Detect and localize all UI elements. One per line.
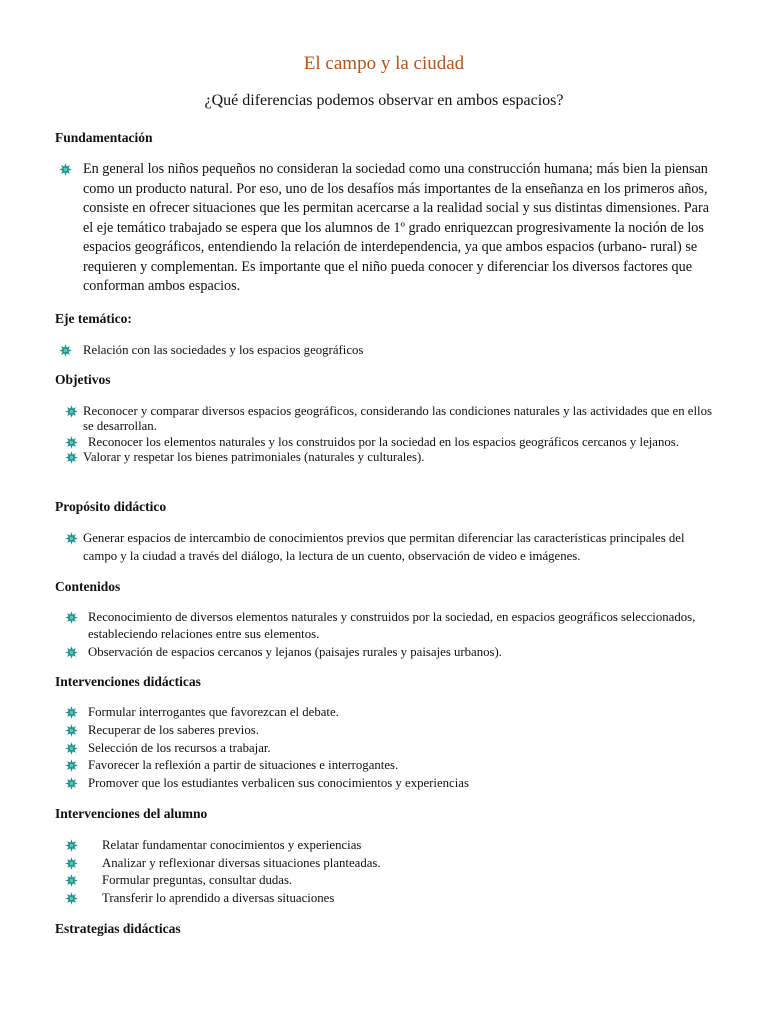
star-burst-bullet-icon: [65, 706, 78, 719]
star-burst-bullet-icon: [65, 839, 78, 852]
section-estrategias: [55, 920, 713, 938]
star-burst-bullet-icon: [65, 451, 78, 464]
list-intervenciones-alumno: [55, 837, 713, 907]
list-item: [55, 160, 713, 297]
list-objetivos: [55, 404, 713, 466]
star-burst-bullet-icon: [65, 724, 78, 737]
heading-proposito: Propósito didáctico: [55, 498, 167, 514]
list-item-text: Valorar y respetar los bienes patrimoniales (naturales y culturales).: [83, 450, 425, 464]
list-item: [55, 757, 713, 775]
list-item-text: Observación de espacios cercanos y lejanos (paisajes rurales y paisajes urbanos).: [88, 644, 502, 659]
star-burst-bullet-icon: [65, 857, 78, 870]
list-item: [55, 435, 713, 451]
heading-eje-tematico: Eje temático:: [55, 310, 132, 326]
star-burst-bullet-icon: [65, 646, 78, 659]
list-item: [55, 775, 713, 793]
list-item: [55, 644, 713, 662]
star-burst-bullet-icon: [59, 163, 72, 176]
star-burst-bullet-icon: [65, 405, 78, 418]
list-item: [55, 704, 713, 722]
list-item-text: Reconocer los elementos naturales y los construidos por la sociedad en los espacios geográficos cercanos y lejanos.: [88, 434, 679, 449]
list-item-text: Favorecer la reflexión a partir de situaciones e interrogantes.: [88, 758, 399, 773]
list-item-text: Recuperar de los saberes previos.: [88, 722, 259, 737]
list-intervenciones-didacticas: [55, 704, 713, 793]
list-fundamentacion: [55, 160, 713, 297]
document-subtitle: ¿Qué diferencias podemos observar en ambos espacios?: [204, 92, 564, 109]
list-item: [55, 404, 713, 435]
heading-intervenciones-didacticas: Intervenciones didácticas: [55, 674, 201, 689]
list-item: [55, 450, 713, 466]
list-item-text: Formular interrogantes que favorezcan el debate.: [88, 705, 339, 719]
star-burst-bullet-icon: [65, 742, 78, 755]
star-burst-bullet-icon: [65, 874, 78, 887]
star-burst-bullet-icon: [65, 436, 78, 449]
list-item-text: Analizar y reflexionar diversas situaciones planteadas.: [102, 855, 381, 870]
list-item-text: Transferir lo aprendido a diversas situaciones: [102, 890, 335, 905]
star-burst-bullet-icon: [65, 892, 78, 905]
heading-contenidos: Contenidos: [55, 578, 121, 594]
section-eje-tematico: [55, 310, 713, 359]
section-objetivos: [55, 371, 713, 466]
section-contenidos: [55, 578, 713, 662]
section-fundamentacion: [55, 129, 713, 297]
list-item: [55, 890, 713, 908]
list-item: [55, 855, 713, 873]
list-contenidos: [55, 609, 713, 662]
list-eje-tematico: [55, 342, 713, 359]
list-item: [55, 529, 713, 565]
list-item-text: Relación con las sociedades y los espacios geográficos: [83, 342, 364, 357]
list-item: [55, 609, 713, 644]
list-item-text: En general los niños pequeños no consideran la sociedad como una construcción humana; más bien la piensan como un producto natural. Por eso, uno de los desafíos más importantes de la enseñanza en los primeros años, consiste en ofrecer situaciones que les permitan acercarse a la realidad social y sus distintas dimensiones. Para el eje temático trabajado se espera que los alumnos de 1º grado enriquezcan progresivamente la noción de los espacios geográficos, entendiendo la relación de interdependencia, ya que ambos espacios (urbano- rural) se requieren y complementan. Es importante que el niño pueda conocer y diferenciar los diversos factores que conforman ambos espacios.: [83, 161, 709, 294]
heading-intervenciones-alumno: Intervenciones del alumno: [55, 805, 208, 821]
list-item: [55, 837, 713, 855]
section-intervenciones-didacticas: [55, 673, 713, 793]
list-item: [55, 342, 713, 359]
star-burst-bullet-icon: [65, 759, 78, 772]
list-item-text: Promover que los estudiantes verbalicen sus conocimientos y experiencias: [88, 776, 469, 791]
list-item-text: Reconocer y comparar diversos espacios geográficos, considerando las condiciones naturales y las actividades que en ellos se desarrollan.: [83, 403, 712, 433]
list-proposito: [55, 529, 713, 565]
heading-estrategias: Estrategias didácticas: [55, 921, 181, 937]
list-item: [55, 722, 713, 740]
list-item: [55, 872, 713, 890]
section-intervenciones-alumno: [55, 805, 713, 907]
star-burst-bullet-icon: [59, 344, 72, 357]
heading-objetivos: Objetivos: [55, 371, 111, 387]
list-item-text: Relatar fundamentar conocimientos y experiencias: [102, 837, 362, 852]
list-item-text: Reconocimiento de diversos elementos naturales y construidos por la sociedad, en espacios geográficos seleccionados, estableciendo relaciones entre sus elementos.: [88, 609, 696, 641]
list-item-text: Generar espacios de intercambio de conocimientos previos que permitan diferenciar las características principales del campo y la ciudad a través del diálogo, la lectura de un cuento, observación de video e imágenes.: [83, 530, 685, 563]
section-proposito: [55, 498, 713, 565]
star-burst-bullet-icon: [65, 611, 78, 624]
list-item: [55, 740, 713, 758]
document-title: El campo y la ciudad: [303, 53, 465, 74]
list-item-text: Formular preguntas, consultar dudas.: [102, 873, 293, 888]
heading-fundamentacion: Fundamentación: [55, 130, 153, 145]
list-item-text: Selección de los recursos a trabajar.: [88, 740, 271, 755]
star-burst-bullet-icon: [65, 777, 78, 790]
star-burst-bullet-icon: [65, 532, 78, 545]
